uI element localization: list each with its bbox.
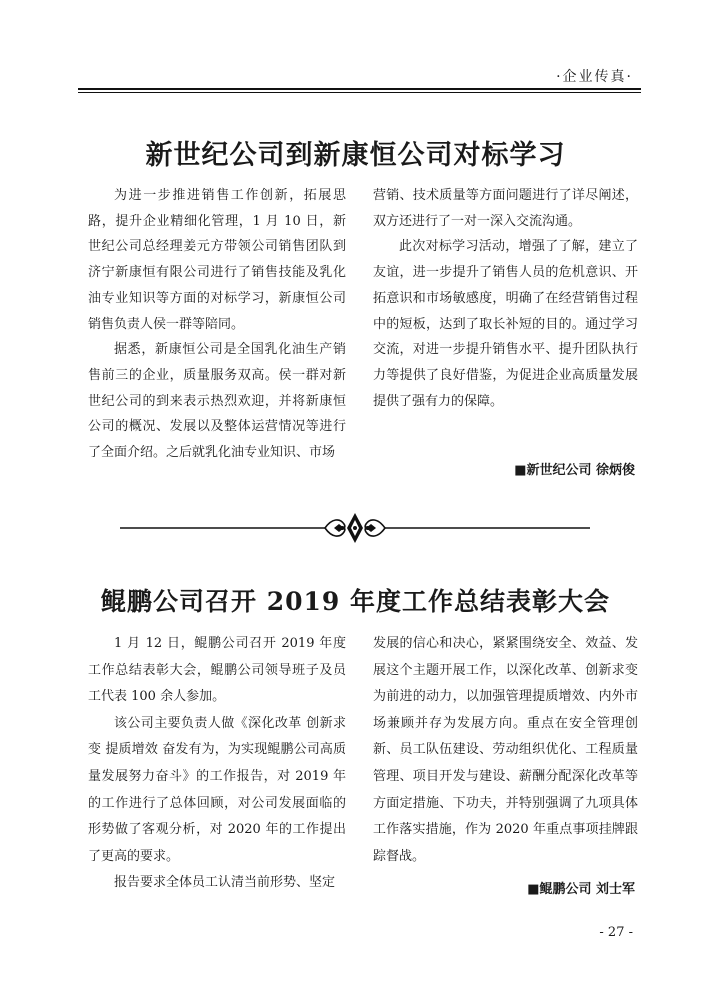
article2-continuation: 发展的信心和决心，紧紧围绕安全、效益、发展这个主题开展工作，以深化改革、创新求变为前进的动力，以加强管理提质增效、内外市场兼顾并存为发展方向。重点在安全管理创新、员工队伍建设、劳动组织优化、工程质量管理、项目开发与建设、薪酬分配深化改革等方面定措施、下功夫，并特别强调了九项具体工作落实措施，作为 2020 年重点事项挂牌跟踪督战。 bbox=[373, 636, 638, 864]
page-number: - 27 - bbox=[599, 925, 633, 940]
article1-paragraph: 为进一步推进销售工作创新，拓展思路，提升企业精细化管理，1 月 10 日，新世纪公司总经理姜元方带领公司销售团队到济宁新康恒有限公司进行了销售技能及乳化油专业知识等方面的对标学习，新康恒公司销售负责人侯一群等陪同。 bbox=[88, 188, 346, 332]
article1-continuation: 营销、技术质量等方面问题进行了详尽阐述，双方还进行了一对一深入交流沟通。 bbox=[373, 188, 638, 229]
article1-byline: ■新世纪公司 徐炳俊 bbox=[514, 463, 635, 478]
article2-paragraph: 报告要求全体员工认清当前形势、坚定 bbox=[114, 875, 336, 891]
header-rule-thin bbox=[78, 92, 641, 93]
ornamental-divider-icon bbox=[120, 508, 590, 548]
article1-left-column bbox=[88, 183, 346, 466]
article2-left-column bbox=[88, 631, 346, 897]
article1-right-column bbox=[373, 183, 638, 414]
section-tag: ·企业传真· bbox=[556, 69, 633, 85]
article1-paragraph: 据悉，新康恒公司是全国乳化油生产销售前三的企业，质量服务双高。侯一群对新世纪公司的到来表示热烈欢迎，并将新康恒公司的概况、发展以及整体运营情况等进行了全面介绍。之后就乳化油专业知识、市场 bbox=[88, 342, 346, 461]
article2-right-column bbox=[373, 631, 638, 870]
article1-paragraph: 此次对标学习活动，增强了了解，建立了友谊，进一步提升了销售人员的危机意识、开拓意识和市场敏感度，明确了在经营销售过程中的短板，达到了取长补短的目的。通过学习交流，对进一步提升销售水平、提升团队执行力等提供了良好借鉴，为促进企业高质量发展提供了强有力的保障。 bbox=[373, 239, 638, 409]
header-rule-thick bbox=[78, 88, 641, 90]
article1-title: 新世纪公司到新康恒公司对标学习 bbox=[145, 140, 566, 171]
article2-byline: ■鲲鹏公司 刘士军 bbox=[527, 882, 635, 897]
article2-paragraph: 1 月 12 日，鲲鹏公司召开 2019 年度工作总结表彰大会，鲲鹏公司领导班子及员工代表 100 余人参加。 bbox=[88, 636, 346, 705]
article2-paragraph: 该公司主要负责人做《深化改革 创新求变 提质增效 奋发有为，为实现鲲鹏公司高质量发展努力奋斗》的工作报告，对 2019 年的工作进行了总体回顾，对公司发展面临的形势做了客观分析，对 2020 年的工作提出了更高的要求。 bbox=[88, 715, 346, 864]
article2-title: 鲲鹏公司召开 2019 年度工作总结表彰大会 bbox=[101, 587, 610, 616]
